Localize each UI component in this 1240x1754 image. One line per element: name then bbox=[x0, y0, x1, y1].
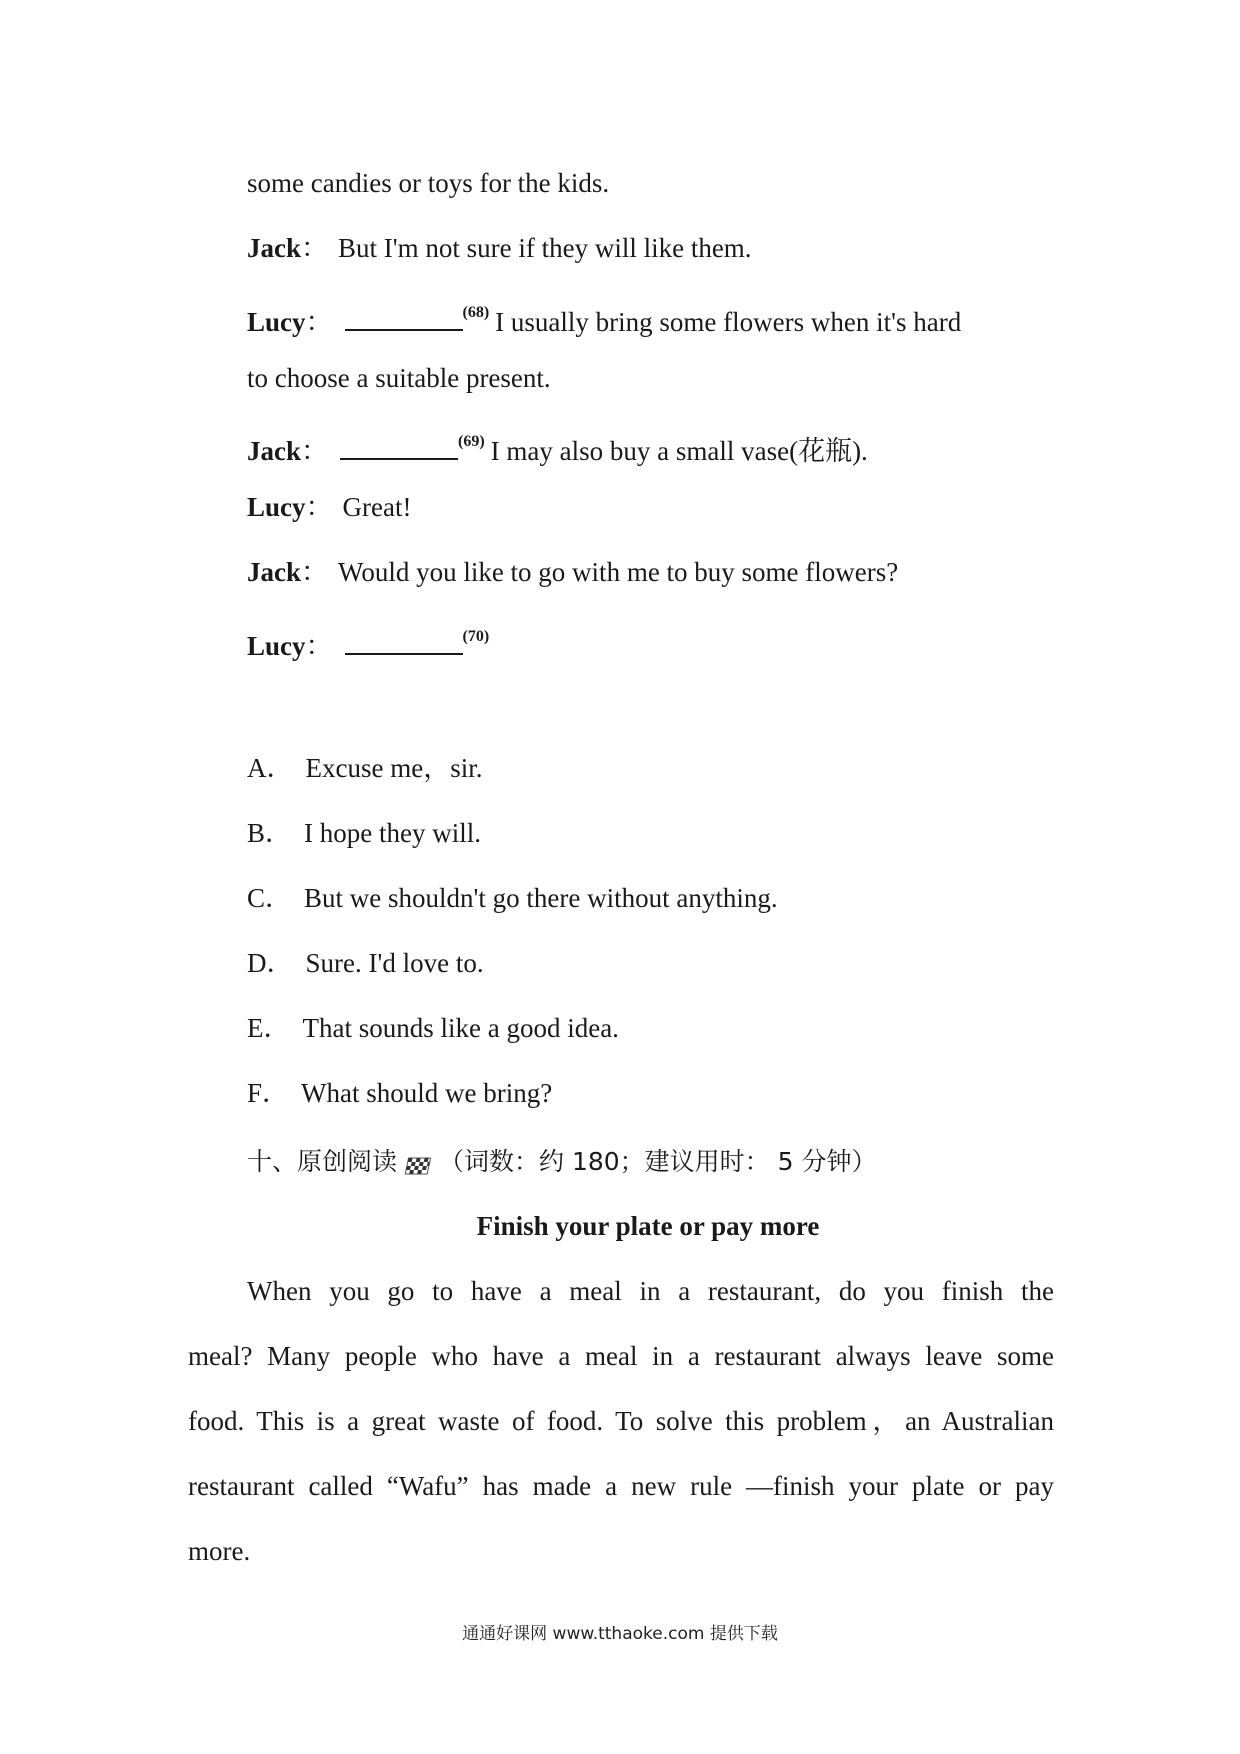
option-text: What should we bring? bbox=[301, 1078, 553, 1108]
speaker-name: Lucy bbox=[247, 631, 306, 661]
article-line: When you go to have a meal in a restaurant, do you finish the bbox=[247, 1276, 1054, 1306]
dialogue-line bbox=[247, 554, 898, 590]
option-item bbox=[247, 880, 778, 916]
option-item bbox=[247, 1075, 552, 1111]
dialogue-text: Great! bbox=[342, 492, 412, 522]
option-item bbox=[247, 750, 482, 786]
option-item bbox=[247, 815, 481, 851]
speaker-colon: ： bbox=[305, 631, 333, 661]
option-letter: A． bbox=[247, 753, 294, 783]
option-letter: F． bbox=[247, 1078, 290, 1108]
checkered-flag-icon bbox=[403, 1152, 431, 1174]
dialogue-line bbox=[247, 424, 868, 469]
article-line: food. This is a great waste of food. To solve this problem，an Australian bbox=[188, 1406, 1054, 1436]
option-letter: C． bbox=[247, 883, 293, 913]
speaker-name: Jack bbox=[247, 436, 301, 466]
option-letter: D． bbox=[247, 948, 294, 978]
dialogue-continued-text: some candies or toys for the kids. bbox=[247, 168, 610, 198]
article-line: more. bbox=[188, 1536, 251, 1566]
dialogue-line bbox=[247, 295, 961, 340]
section-title: 十、原创阅读 bbox=[247, 1147, 398, 1176]
dialogue-line bbox=[247, 619, 495, 664]
dialogue-text: Would you like to go with me to buy some flowers? bbox=[338, 557, 899, 587]
option-letter: B． bbox=[247, 818, 293, 848]
dialogue-text: But I'm not sure if they will like them. bbox=[338, 233, 752, 263]
option-item bbox=[247, 945, 484, 981]
dialogue-line bbox=[247, 230, 752, 266]
dialogue-line bbox=[247, 489, 411, 525]
section-heading bbox=[247, 1144, 876, 1180]
answer-blank-70[interactable] bbox=[345, 629, 463, 655]
option-letter: E． bbox=[247, 1013, 291, 1043]
option-item bbox=[247, 1010, 619, 1046]
speaker-name: Lucy bbox=[247, 307, 306, 337]
speaker-name: Lucy bbox=[247, 492, 306, 522]
dialogue-text: I usually bring some flowers when it's hard bbox=[495, 307, 962, 337]
speaker-colon: ： bbox=[301, 557, 328, 587]
option-text: That sounds like a good idea. bbox=[302, 1013, 619, 1043]
question-number: (68) bbox=[462, 304, 490, 321]
speaker-colon: ： bbox=[301, 436, 328, 466]
option-text: Excuse me，sir. bbox=[305, 753, 483, 783]
section-info: （词数：约 180；建议用时： 5 分钟） bbox=[439, 1147, 877, 1176]
dialogue-text: I may also buy a small vase(花瓶). bbox=[490, 436, 868, 466]
speaker-colon: ： bbox=[301, 233, 328, 263]
speaker-colon: ： bbox=[305, 307, 333, 337]
article-title: Finish your plate or pay more bbox=[476, 1211, 820, 1241]
speaker-name: Jack bbox=[247, 557, 301, 587]
article-line: restaurant called “Wafu” has made a new rule —finish your plate or pay bbox=[188, 1471, 1054, 1501]
speaker-colon: ： bbox=[305, 492, 333, 522]
answer-blank-68[interactable] bbox=[345, 305, 463, 331]
footer-text: 通通好课网 www.tthaoke.com 提供下载 bbox=[462, 1624, 778, 1644]
option-text: Sure. I'd love to. bbox=[305, 948, 484, 978]
option-text: But we shouldn't go there without anything. bbox=[304, 883, 778, 913]
question-number: (70) bbox=[462, 628, 490, 645]
article-line: meal? Many people who have a meal in a restaurant always leave some bbox=[188, 1341, 1054, 1371]
answer-blank-69[interactable] bbox=[340, 434, 458, 460]
question-number: (69) bbox=[458, 433, 485, 450]
speaker-name: Jack bbox=[247, 233, 301, 263]
option-text: I hope they will. bbox=[304, 818, 481, 848]
dialogue-line-continuation: to choose a suitable present. bbox=[247, 363, 551, 393]
